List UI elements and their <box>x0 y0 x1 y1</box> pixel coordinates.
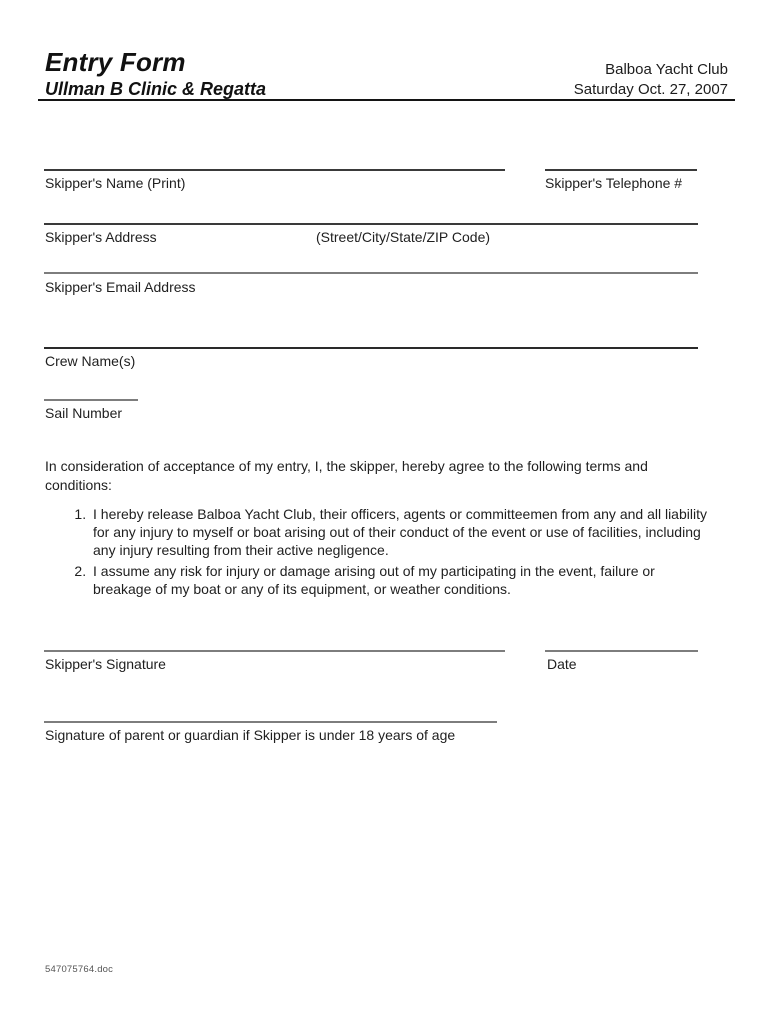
date-line[interactable] <box>545 650 698 652</box>
skipper-email-line[interactable] <box>44 272 698 274</box>
form-title: Entry Form <box>45 47 186 77</box>
skipper-telephone-line[interactable] <box>545 169 697 171</box>
agreement-terms-list <box>45 505 750 598</box>
parent-signature-label: Signature of parent or guardian if Skipper is under 18 years of age <box>45 727 456 743</box>
sail-number-label: Sail Number <box>45 405 123 421</box>
skipper-telephone-label: Skipper's Telephone # <box>545 175 683 191</box>
skipper-address-hint: (Street/City/State/ZIP Code) <box>316 229 491 245</box>
agreement-term-1: 1. I hereby release Balboa Yacht Club, their officers, agents or committeemen from any and all liability for any injury to myself or boat arising out of their conduct of the event or use of facilities, including any injury resulting from their active negligence. <box>90 505 713 559</box>
skipper-address-label: Skipper's Address <box>45 229 157 245</box>
document-filename: 547075764.doc <box>45 964 114 975</box>
skipper-name-line[interactable] <box>44 169 505 171</box>
skipper-signature-label: Skipper's Signature <box>45 656 166 672</box>
sail-number-line[interactable] <box>44 399 138 401</box>
crew-names-line[interactable] <box>44 347 698 349</box>
header-rule <box>38 99 735 101</box>
skipper-address-line[interactable] <box>44 223 698 225</box>
crew-names-label: Crew Name(s) <box>45 353 136 369</box>
event-date: Saturday Oct. 27, 2007 <box>573 81 728 98</box>
header-right-block <box>574 60 728 100</box>
agreement-term-2: 2. I assume any risk for injury or damage arising out of my participating in the event, failure or breakage of my boat or any of its equipment, or weather conditions. <box>90 562 713 598</box>
date-label: Date <box>547 656 577 672</box>
form-subtitle: Ullman B Clinic & Regatta <box>45 79 267 99</box>
skipper-signature-line[interactable] <box>44 650 505 652</box>
skipper-name-label: Skipper's Name (Print) <box>45 175 186 191</box>
club-name: Balboa Yacht Club <box>605 61 728 78</box>
agreement-intro: In consideration of acceptance of my entry, I, the skipper, hereby agree to the following terms and conditions: <box>45 458 648 493</box>
parent-signature-line[interactable] <box>44 721 497 723</box>
skipper-email-label: Skipper's Email Address <box>45 279 196 295</box>
